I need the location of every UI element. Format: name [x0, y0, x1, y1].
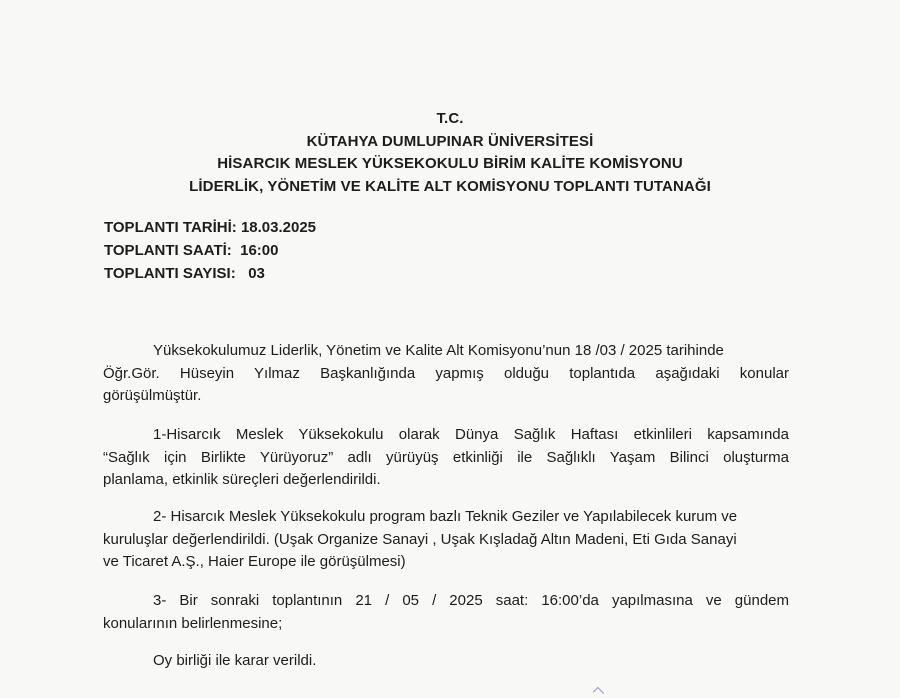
paragraph-intro [103, 340, 789, 408]
meeting-count-label: TOPLANTI SAYISI: [104, 265, 236, 282]
header-line-minutes-title: LİDERLİK, YÖNETİM VE KALİTE ALT KOMİSYONU TOPLANTI TUTANAĞI [189, 177, 711, 195]
paragraph-item-1-line-2: “Sağlık için Birlikte Yürüyoruz” adlı yürüyüş etkinliği ile Sağlıklı Yaşam Bilinci oluşturma [103, 448, 789, 466]
header-line-tc: T.C. [436, 110, 464, 127]
header-line-commission: HİSARCIK MESLEK YÜKSEKOKULU BİRİM KALİTE KOMİSYONU [217, 155, 683, 172]
paragraph-item-2 [103, 506, 789, 574]
header-line-university: KÜTAHYA DUMLUPINAR ÜNİVERSİTESİ [306, 132, 594, 150]
paragraph-intro-line-3: görüşülmüştür. [103, 387, 202, 404]
meeting-date-value: 18.03.2025 [240, 219, 317, 236]
ink-mark-icon [593, 687, 604, 698]
paragraph-item-3 [103, 590, 789, 635]
paragraph-intro-line-2: Öğr.Gör. Hüseyin Yılmaz Başkanlığında yapmış olduğu toplantıda aşağıdaki konular [103, 364, 789, 382]
paragraph-item-1-line-1: 1-Hisarcık Meslek Yüksekokulu olarak Dünya Sağlık Haftası etkinlileri kapsamında [153, 426, 789, 443]
meeting-time-label: TOPLANTI SAATİ: [104, 242, 232, 259]
paragraph-intro-line-1: Yüksekokulumuz Liderlik, Yönetim ve Kalite Alt Komisyonu’nun 18 /03 / 2025 tarihinde [153, 342, 724, 359]
meeting-date-label: TOPLANTI TARİHİ: [104, 219, 237, 236]
meeting-time-row [104, 239, 316, 262]
meeting-count-value: 03 [248, 265, 265, 282]
paragraph-item-2-line-2: kuruluşlar değerlendirildi. (Uşak Organize Sanayi , Uşak Kışladağ Altın Madeni, Eti Gıda Sanayi [103, 530, 737, 548]
meeting-count-row [104, 262, 316, 285]
paragraph-item-2-line-3: ve Ticaret A.Ş., Haier Europe ile görüşülmesi) [103, 553, 406, 570]
meeting-time-value: 16:00 [240, 242, 279, 259]
paragraph-item-3-line-1: 3- Bir sonraki toplantının 21 / 05 / 2025 saat: 16:00’da yapılmasına ve gündem [153, 592, 789, 609]
paragraph-item-3-line-2: konularının belirlenmesine; [103, 614, 283, 632]
paragraph-item-1 [103, 424, 789, 492]
meeting-meta [104, 216, 316, 285]
paragraph-item-1-line-3: planlama, etkinlik süreçleri değerlendirildi. [103, 471, 381, 488]
paragraph-item-2-line-1: 2- Hisarcık Meslek Yüksekokulu program bazlı Teknik Geziler ve Yapılabilecek kurum ve [153, 508, 738, 525]
paragraph-decision-line-1: Oy birliği ile karar verildi. [153, 652, 317, 669]
meeting-date-row [104, 216, 316, 239]
document-header [0, 108, 900, 198]
paragraph-decision [103, 650, 789, 673]
